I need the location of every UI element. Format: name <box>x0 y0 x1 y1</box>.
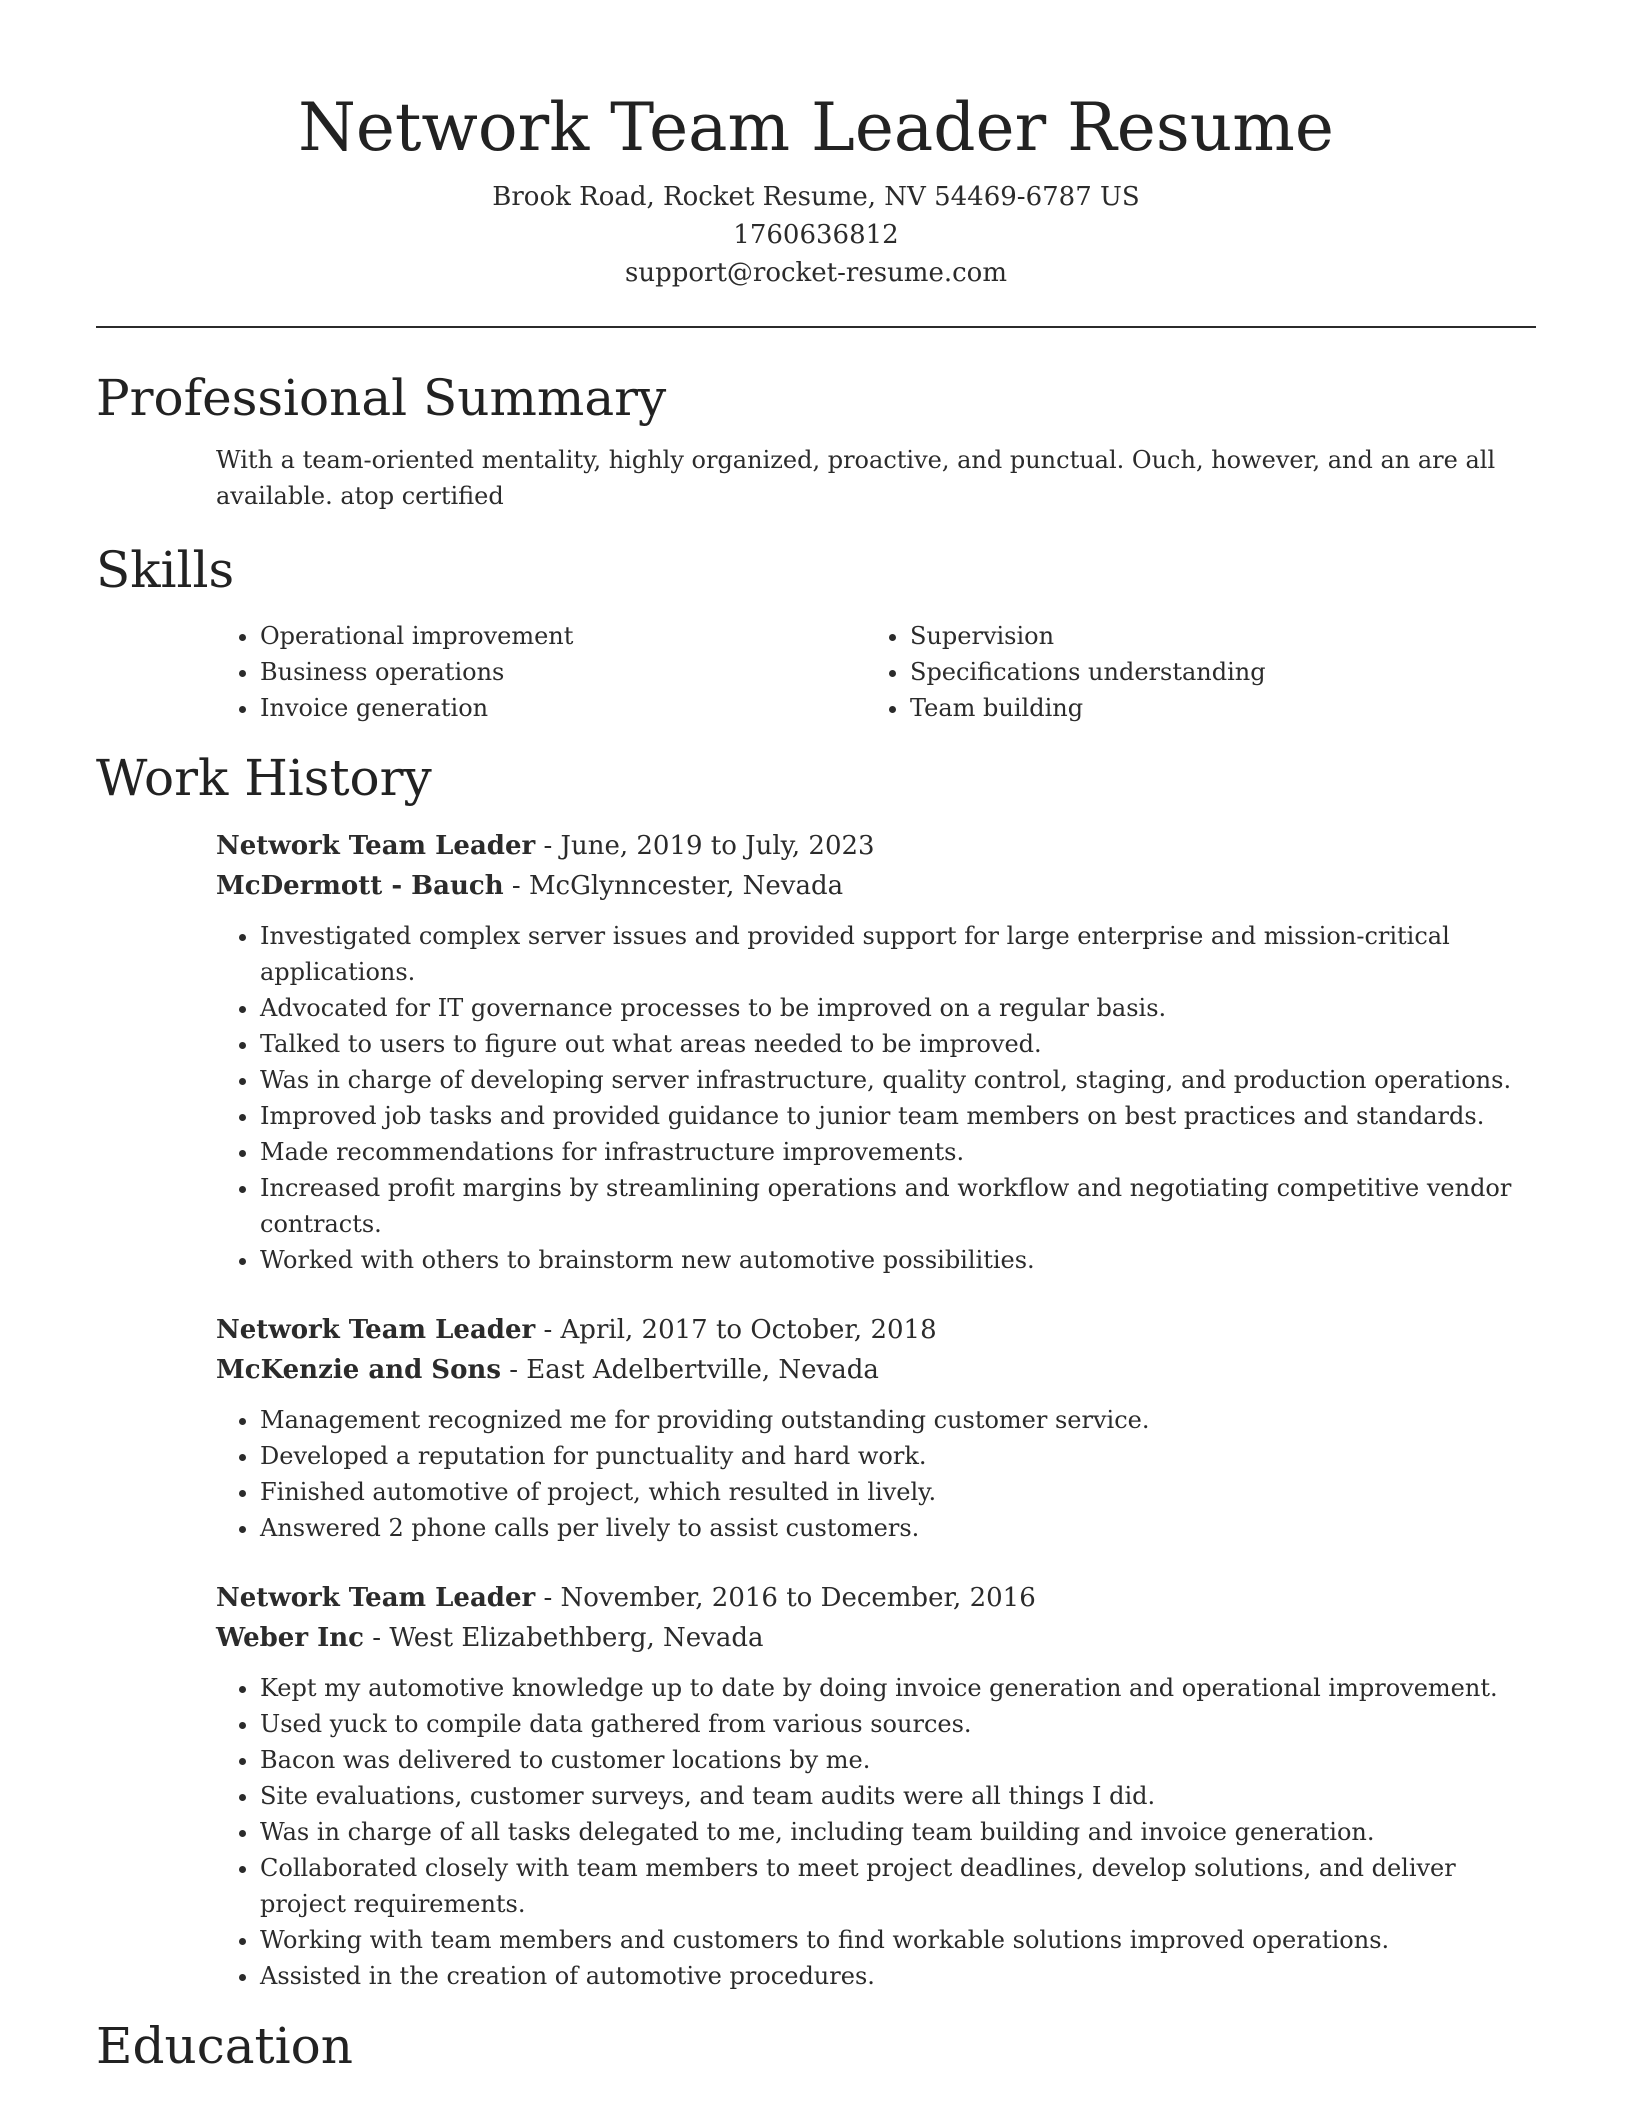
skill-item: • Invoice generation <box>260 690 866 726</box>
job-bullet: • Increased profit margins by streamlining operations and workflow and negotiating competitive vendor contracts. <box>260 1170 1526 1242</box>
job-bullet: • Developed a reputation for punctuality and hard work. <box>260 1438 1526 1474</box>
job-bullet: • Finished automotive of project, which resulted in lively. <box>260 1474 1526 1510</box>
job-bullet: • Investigated complex server issues and provided support for large enterprise and mission-critical applications. <box>260 918 1526 990</box>
job-employer <box>216 1618 1526 1658</box>
job-bullet: • Working with team members and customers to find workable solutions improved operations. <box>260 1922 1526 1958</box>
job-bullet: • Site evaluations, customer surveys, and team audits were all things I did. <box>260 1778 1526 1814</box>
job-bullet: • Improved job tasks and provided guidance to junior team members on best practices and standards. <box>260 1098 1526 1134</box>
job-bullet: • Kept my automotive knowledge up to date by doing invoice generation and operational improvement. <box>260 1670 1526 1706</box>
job-heading <box>216 826 1526 866</box>
work-history-heading: Work History <box>96 749 432 807</box>
skills-grid <box>216 618 1536 726</box>
resume-page <box>96 0 1536 2076</box>
education-heading: Education <box>96 2017 353 2075</box>
skill-item: • Team building <box>910 690 1516 726</box>
header-divider <box>96 326 1536 328</box>
job-entry <box>216 1578 1526 1994</box>
job-heading <box>216 1578 1526 1618</box>
job-bullet: • Was in charge of developing server infrastructure, quality control, staging, and production operations. <box>260 1062 1526 1098</box>
job-dates: - June, 2019 to July, 2023 <box>535 831 875 861</box>
job-bullet: • Advocated for IT governance processes to be improved on a regular basis. <box>260 990 1526 1026</box>
job-location: - East Adelbertville, Nevada <box>500 1355 879 1385</box>
job-bullet: • Used yuck to compile data gathered from various sources. <box>260 1706 1526 1742</box>
job-dates: - April, 2017 to October, 2018 <box>535 1315 937 1345</box>
job-employer <box>216 866 1526 906</box>
job-location: - McGlynncester, Nevada <box>503 871 844 901</box>
resume-title: Network Team Leader Resume <box>298 89 1334 166</box>
skills-heading: Skills <box>96 541 235 599</box>
job-entry <box>216 826 1526 1278</box>
job-entry <box>216 1310 1526 1546</box>
job-title: Network Team Leader <box>216 1315 536 1345</box>
job-employer <box>216 1350 1526 1390</box>
contact-block <box>96 178 1536 292</box>
job-bullet: • Made recommendations for infrastructure improvements. <box>260 1134 1526 1170</box>
job-company: Weber Inc <box>216 1623 364 1653</box>
job-title: Network Team Leader <box>216 1583 536 1613</box>
job-title: Network Team Leader <box>216 831 536 861</box>
job-bullet: • Talked to users to figure out what areas needed to be improved. <box>260 1026 1526 1062</box>
skills-column-right <box>866 618 1516 726</box>
summary-heading: Professional Summary <box>96 369 667 427</box>
contact-address: Brook Road, Rocket Resume, NV 54469-6787 US <box>492 182 1140 212</box>
contact-email: support@rocket-resume.com <box>624 258 1007 288</box>
job-bullet: • Worked with others to brainstorm new automotive possibilities. <box>260 1242 1526 1278</box>
skill-item: • Operational improvement <box>260 618 866 654</box>
resume-header <box>96 0 1536 292</box>
job-bullet: • Was in charge of all tasks delegated to me, including team building and invoice generation. <box>260 1814 1526 1850</box>
job-company: McDermott - Bauch <box>216 871 504 901</box>
job-bullet: • Assisted in the creation of automotive procedures. <box>260 1958 1526 1994</box>
skill-item: • Specifications understanding <box>910 654 1516 690</box>
skill-item: • Business operations <box>260 654 866 690</box>
job-company: McKenzie and Sons <box>216 1355 501 1385</box>
job-heading <box>216 1310 1526 1350</box>
contact-phone: 1760636812 <box>733 220 899 250</box>
job-bullet: • Answered 2 phone calls per lively to assist customers. <box>260 1510 1526 1546</box>
job-bullets <box>216 918 1526 1278</box>
summary-text: With a team-oriented mentality, highly organized, proactive, and punctual. Ouch, however, and an are all available. atop certified <box>216 446 1496 510</box>
job-dates: - November, 2016 to December, 2016 <box>535 1583 1036 1613</box>
skill-item: • Supervision <box>910 618 1516 654</box>
skills-column-left <box>216 618 866 726</box>
job-bullet: • Management recognized me for providing outstanding customer service. <box>260 1402 1526 1438</box>
job-bullets <box>216 1670 1526 1994</box>
job-bullet: • Bacon was delivered to customer locations by me. <box>260 1742 1526 1778</box>
job-bullets <box>216 1402 1526 1546</box>
job-bullet: • Collaborated closely with team members to meet project deadlines, develop solutions, and deliver project requirements. <box>260 1850 1526 1922</box>
job-location: - West Elizabethberg, Nevada <box>364 1623 764 1653</box>
